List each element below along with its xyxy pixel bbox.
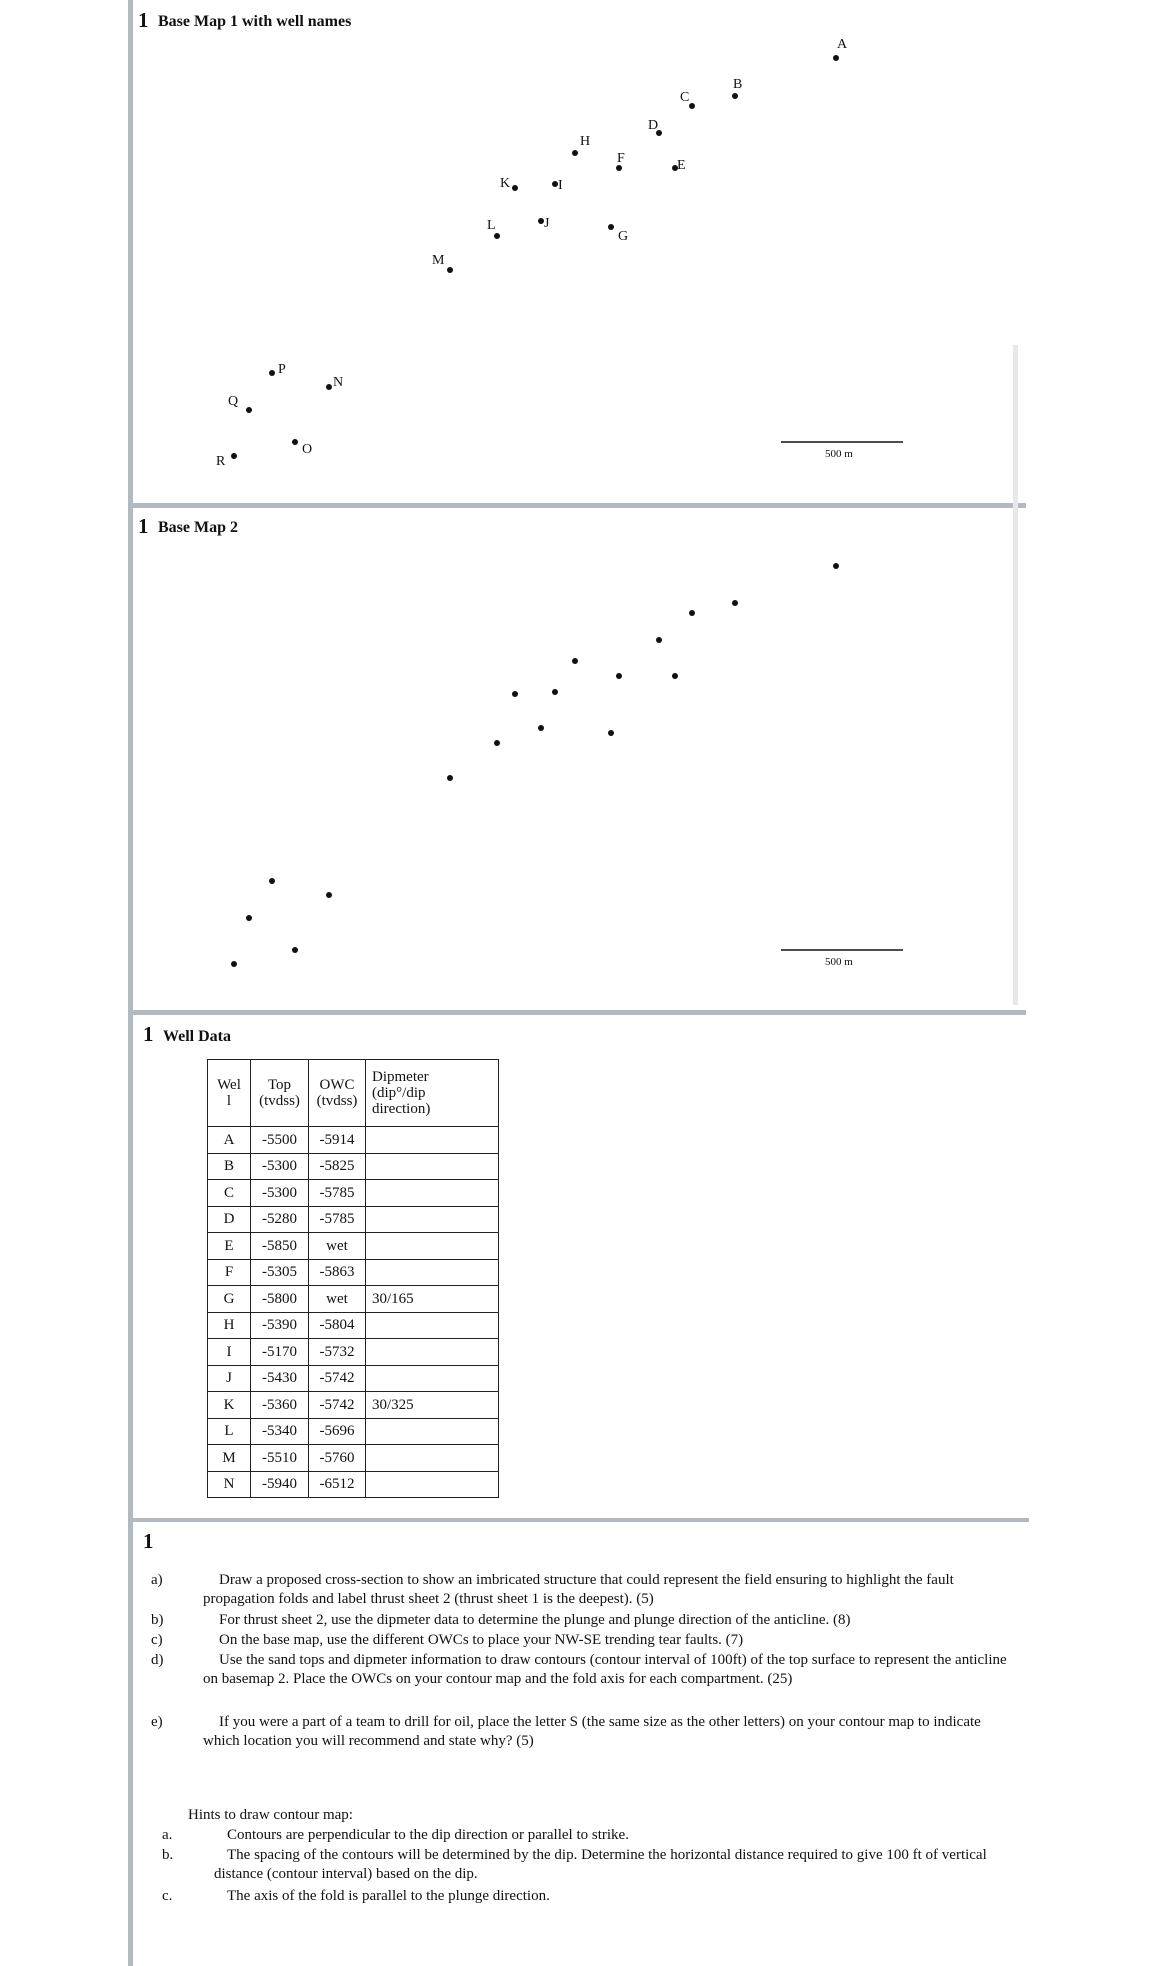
base-map-1 [0, 0, 1170, 500]
well-label: I [558, 178, 563, 193]
well-label: M [432, 253, 445, 268]
well-data-table [207, 1059, 499, 1498]
well-K-dot [512, 185, 518, 191]
well-label: E [677, 158, 686, 173]
hint-text: The spacing of the contours will be determined by the dip. Determine the horizontal distance required to give 100 ft of vertical distance (contour interval) based on the dip. [214, 1847, 987, 1882]
well-dot [672, 673, 678, 679]
well-dot [231, 961, 237, 967]
well-H-dot [572, 150, 578, 156]
question-text: For thrust sheet 2, use the dipmeter data to determine the plunge and plunge direction of the anticline. (8) [219, 1612, 851, 1628]
well-dot [833, 563, 839, 569]
well-label: N [333, 375, 344, 390]
question-label: a) [151, 1572, 163, 1588]
well-dot [732, 600, 738, 606]
scale-label: 500 m [825, 956, 853, 968]
section-number: 1 [138, 514, 149, 538]
well-label: D [648, 118, 659, 133]
well-dot [572, 658, 578, 664]
well-label: B [733, 77, 743, 92]
well-dot [447, 775, 453, 781]
well-dot [552, 689, 558, 695]
table-row: H -5390 -5804 [208, 1312, 499, 1339]
table-header-row [208, 1060, 499, 1127]
header-well: Wel l [208, 1060, 251, 1127]
well-G-dot [608, 224, 614, 230]
well-dot [512, 691, 518, 697]
map2-title: Base Map 2 [158, 519, 238, 536]
well-label: H [580, 134, 591, 149]
well-B-dot [732, 93, 738, 99]
well-Q-dot [246, 407, 252, 413]
section-number: 1 [138, 8, 149, 32]
well-dot [616, 673, 622, 679]
well-L-dot [494, 233, 500, 239]
table-row: I -5170 -5732 [208, 1339, 499, 1366]
section-number: 1 [143, 1022, 154, 1046]
hint-text: Contours are perpendicular to the dip direction or parallel to strike. [227, 1827, 629, 1843]
question-label: b) [151, 1612, 164, 1628]
well-label: O [302, 442, 313, 457]
well-R-dot [231, 453, 237, 459]
well-label: R [216, 454, 226, 469]
header-owc: OWC (tvdss) [309, 1060, 366, 1127]
question-text: On the base map, use the different OWCs to place your NW-SE trending tear faults. (7) [219, 1632, 744, 1648]
question-text: Use the sand tops and dipmeter information to draw contours (contour interval of 100ft) of the top surface to represent the anticline on basemap 2. Place the OWCs on your contour map and the fold axis for each compartment. (25) [203, 1652, 1007, 1687]
header-dipmeter: Dipmeter (dip°/dip direction) [366, 1060, 499, 1127]
well-dot [494, 740, 500, 746]
well-O-dot [292, 439, 298, 445]
well-A-dot [833, 55, 839, 61]
question-text: If you were a part of a team to drill for oil, place the letter S (the same size as the other letters) on your contour map to indicate which location you will recommend and state why? (5) [203, 1714, 981, 1749]
question-label: c) [151, 1632, 163, 1648]
well-label: F [617, 151, 625, 166]
well-label: K [500, 176, 511, 191]
scale-label: 500 m [825, 448, 853, 460]
well-label: A [837, 37, 848, 52]
well-dot [608, 730, 614, 736]
hint-text: The axis of the fold is parallel to the plunge direction. [227, 1888, 550, 1904]
well-dot [689, 610, 695, 616]
question-label: e) [151, 1714, 163, 1730]
well-dot [269, 878, 275, 884]
base-map-2 [0, 508, 1170, 1008]
hint-label: c. [162, 1888, 173, 1904]
table-row: N -5940 -6512 [208, 1471, 499, 1498]
question-text: Draw a proposed cross-section to show an imbricated structure that could represent the field ensuring to highlight the fault propagation folds and label thrust sheet 2 (thrust sheet 1 is the deepest). (5) [203, 1572, 954, 1607]
hint-label: a. [162, 1827, 173, 1843]
table-row: A -5500 -5914 [208, 1127, 499, 1154]
well-data-title: Well Data [163, 1028, 231, 1045]
well-dot [246, 915, 252, 921]
table-row: G -5800 wet 30/165 [208, 1286, 499, 1313]
hints-title: Hints to draw contour map: [188, 1807, 353, 1823]
well-N-dot [326, 384, 332, 390]
well-label: Q [228, 394, 239, 409]
table-row: E -5850 wet [208, 1233, 499, 1260]
well-label: J [544, 216, 550, 231]
well-label: P [278, 362, 286, 377]
header-top: Top (tvdss) [251, 1060, 309, 1127]
table-row: D -5280 -5785 [208, 1206, 499, 1233]
well-P-dot [269, 370, 275, 376]
table-row: F -5305 -5863 [208, 1259, 499, 1286]
well-label: C [680, 90, 690, 105]
section-number: 1 [143, 1529, 154, 1553]
separator-3 [133, 1518, 1029, 1522]
table-row: L -5340 -5696 [208, 1418, 499, 1445]
well-dot [292, 947, 298, 953]
well-C-dot [689, 103, 695, 109]
well-data-clip [130, 1018, 1030, 1518]
well-label: L [487, 218, 496, 233]
table-row: K -5360 -5742 30/325 [208, 1392, 499, 1419]
hint-label: b. [162, 1847, 174, 1863]
table-row: B -5300 -5825 [208, 1153, 499, 1180]
question-label: d) [151, 1652, 164, 1668]
well-dot [326, 892, 332, 898]
well-label: G [618, 229, 629, 244]
well-M-dot [447, 267, 453, 273]
map1-title: Base Map 1 with well names [158, 13, 352, 30]
separator-2 [128, 1010, 1026, 1015]
table-row: M -5510 -5760 [208, 1445, 499, 1472]
table-row: C -5300 -5785 [208, 1180, 499, 1207]
well-dot [538, 725, 544, 731]
well-dot [656, 637, 662, 643]
table-row: J -5430 -5742 [208, 1365, 499, 1392]
